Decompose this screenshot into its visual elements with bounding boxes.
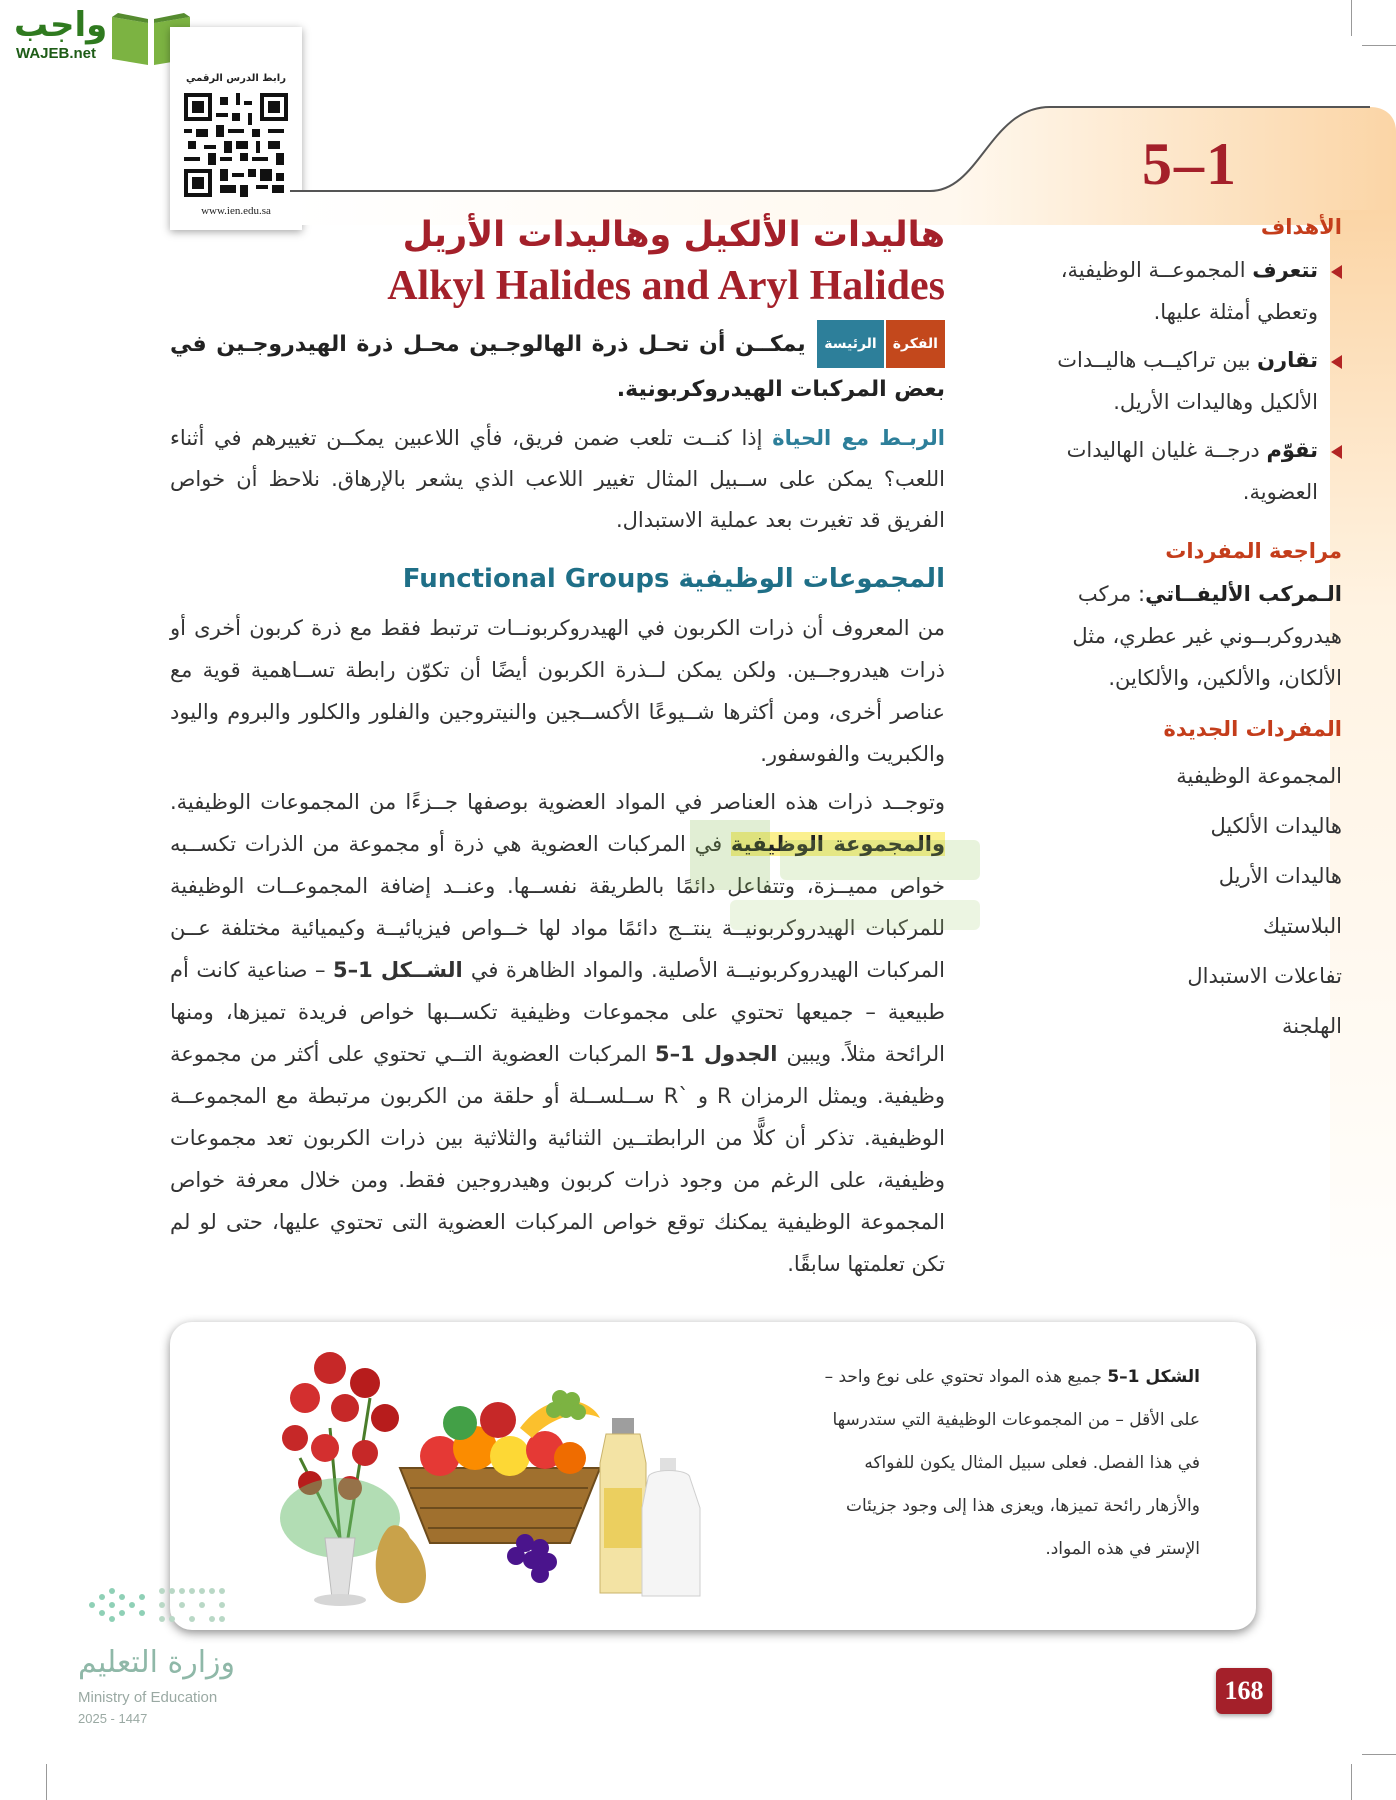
figure-label: الشكل 1–5 <box>1107 1367 1200 1387</box>
paragraph-text: – صناعية كانت أم طبيعية – جميعها تحتوي على مجموعات وظيفية تكســبها خواص فريدة تميزها، ومنها الرائحة مثلاً. ويبين <box>170 958 945 1066</box>
fruit-basket-icon <box>400 1390 600 1583</box>
objective-item <box>1042 339 1342 423</box>
objective-text: بين تراكيــب هاليــدات الألكيل وهاليدات الأريل. <box>1057 348 1318 414</box>
page-number: 168 <box>1216 1668 1272 1714</box>
vocab-term: تفاعلات الاستبدال <box>1187 964 1342 988</box>
triangle-bullet-icon <box>1331 265 1342 279</box>
page-title-english: Alkyl Halides and Aryl Halides <box>387 263 945 309</box>
vocab-review-entry <box>1042 573 1342 699</box>
triangle-bullet-icon <box>1331 445 1342 459</box>
section-heading: المجموعات الوظيفية Functional Groups <box>402 564 945 594</box>
objective-item <box>1042 249 1342 333</box>
figure-caption-text: جميع هذه المواد تحتوي على نوع واحد – على الأقل – من المجموعات الوظيفية التي ستدرسها في هذا الفصل. فعلى سبيل المثال يكون للفواكه والأزهار رائحة تميزها، ويعزى هذا إلى وجود جزيئات الإستر في هذه المواد. <box>824 1367 1200 1559</box>
new-vocab-heading: المفردات الجديدة <box>1163 717 1342 741</box>
objective-verb: تتعرف <box>1252 258 1318 282</box>
vocab-term: الهلجنة <box>1281 1014 1342 1038</box>
ministry-logo <box>70 1575 270 1735</box>
real-world-link-lead: الربـط مع الحياة <box>772 426 945 450</box>
vocab-review-heading: مراجعة المفردات <box>1165 539 1342 563</box>
site-logo[interactable] <box>6 5 196 67</box>
crop-mark <box>46 1764 47 1800</box>
objective-text: درجــة غليان الهاليدات العضوية. <box>1066 438 1318 504</box>
ministry-dots-icon <box>82 1575 242 1635</box>
crop-mark <box>1362 1754 1396 1755</box>
paragraph-text: المركبات العضوية التــي تحتوي على أكثر من مجموعة وظيفية. ويمثل الرمزان R و `R ســلســلة أو حلقة من الكربون مرتبطة مع المجموعــة الوظيفية. تذكر أن كلًّا من الرابطتــين الثنائية والثلاثية بين ذرات الكربون تعد مجموعات وظيفية، على الرغم من وجود ذرات كربون وهيدروجين فقط. ومن خلال معرفة خواص المجموعة الوظيفية يمكنك توقع خواص المركبات العضوية التى تحتوي عليها، حتى لو لم تكن تعلمتها سابقًا. <box>170 1042 945 1276</box>
sidebar <box>1042 215 1342 1051</box>
review-definition: : مركب هيدروكربــوني غير عطري، مثل الألكان، والألكين، والألكاين. <box>1072 582 1342 690</box>
logo-arabic: واجب <box>14 5 108 45</box>
crop-mark <box>1351 0 1352 36</box>
jug-icon <box>642 1458 700 1596</box>
objectives-heading: الأهداف <box>1260 215 1342 239</box>
paragraph: من المعروف أن ذرات الكربون في الهيدروكربونــات ترتبط فقط مع ذرة كربون أخرى أو ذرات هيدروجــين. ولكن يمكن لــذرة الكربون أيضًا أن تكوّن رابطة تســاهمية قوية مع عناصر أخرى، ومن أكثرها شــيوعًا الأكســجين والنيتروجين والفلور والكلور والبروم واليود والكبريت والفوسفور. <box>170 616 945 766</box>
objective-item <box>1042 429 1342 513</box>
review-term: الـمركب الأليفــاتي <box>1145 582 1342 606</box>
figure-reference: الشــكل 1–5 <box>333 958 471 982</box>
objective-verb: تقوّم <box>1266 438 1318 462</box>
qr-card[interactable] <box>170 27 302 230</box>
fruits-flowers-image <box>270 1338 730 1618</box>
highlighted-term: والمجموعة الوظيفية <box>730 832 945 856</box>
lesson-number: 5–1 <box>1142 131 1238 197</box>
objective-text: المجموعــة الوظيفية، وتعطي أمثلة عليها. <box>1060 258 1318 324</box>
logo-latin: WAJEB.net <box>16 45 97 62</box>
paragraph-text: وتوجــد ذرات هذه العناصر في المواد العضوية بوصفها جــزءًا من المجموعات الوظيفية. <box>170 790 945 814</box>
main-idea-tag: الفكرة <box>886 320 945 368</box>
main-idea-tag-secondary: الرئيسة <box>817 320 883 368</box>
vocab-term: المجموعة الوظيفية <box>1176 764 1342 788</box>
ministry-year: 2025 - 1447 <box>78 1711 148 1726</box>
qr-url[interactable]: www.ien.edu.sa <box>201 205 271 217</box>
real-world-link <box>170 418 945 541</box>
ministry-name-english: Ministry of Education <box>78 1689 218 1706</box>
bottle-icon <box>600 1418 646 1593</box>
vocab-term: هاليدات الأريل <box>1218 864 1342 888</box>
crop-mark <box>1362 45 1396 46</box>
paragraph <box>170 781 945 1285</box>
qr-label: رابط الدرس الرقمي <box>186 73 286 84</box>
table-reference: الجدول 1–5 <box>655 1042 787 1066</box>
qr-code-icon <box>184 93 288 197</box>
page-title-arabic: هاليدات الألكيل وهاليدات الأريل <box>402 215 945 255</box>
crop-mark <box>1351 1764 1352 1800</box>
figure-caption <box>820 1356 1200 1571</box>
main-content <box>170 210 945 1285</box>
vocab-term: البلاستيك <box>1262 914 1342 938</box>
paragraph-text: في المركبات العضوية هي ذرة أو مجموعة من الذرات تكســبه خواص مميــزة، وتتفاعل دائمًا بالطريقة نفســها. وعنــد إضافة المجموعــات الوظيفية للمركبات الهيدروكربونيــة ينتــج دائمًا مواد لها خــواص فيزيائيــة وكيميائية مختلفة عــن المركبات الهيدروكربونيــة الأصلية. والمواد الظاهرة في <box>170 832 945 982</box>
real-world-link-text: إذا كنــت تلعب ضمن فريق، فأي اللاعبين يمكــن تغييرهم في أثناء اللعب؟ يمكن على ســبيل المثال تغيير اللاعب الذي يشعر بالإرهاق. نلاحظ أن خواص الفريق قد تغيرت بعد عملية الاستبدال. <box>170 426 945 532</box>
vocab-term: هاليدات الألكيل <box>1210 814 1342 838</box>
figure-box <box>170 1322 1256 1630</box>
main-idea-text: يمكــن أن تحـل ذرة الهالوجـين محـل ذرة الهيدروجـين في بعض المركبات الهيدروكربونية. <box>170 332 945 402</box>
objective-verb: تقارن <box>1257 348 1318 372</box>
triangle-bullet-icon <box>1331 355 1342 369</box>
main-idea <box>170 320 945 412</box>
ministry-name-arabic: وزارة التعليم <box>78 1645 236 1680</box>
